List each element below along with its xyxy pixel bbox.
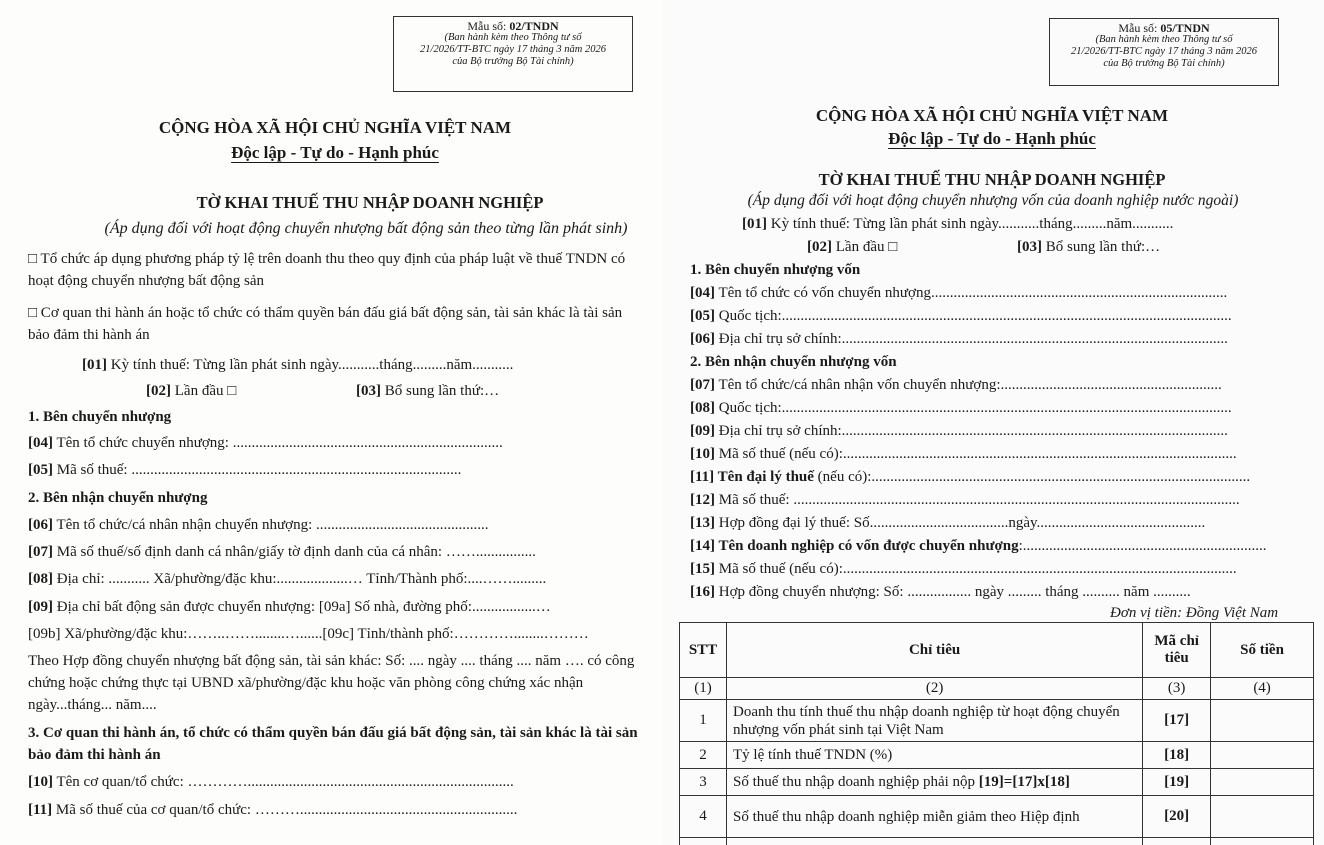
section-1-transferor: 1. Bên chuyển nhượng	[28, 409, 172, 425]
form-note-line-1: (Ban hành kèm theo Thông tư số	[444, 32, 582, 43]
table-row	[680, 796, 1314, 838]
row-amount-cell[interactable]	[1211, 742, 1314, 769]
table-index-row	[680, 678, 1314, 700]
form-05-tndn-page	[662, 0, 1324, 845]
column-header-amount: Số tiền	[1211, 623, 1314, 678]
field-16-transfer-contract: [16] Hợp đồng chuyển nhượng: Số: ................. ngày ......... tháng .......... năm ..........	[690, 584, 1191, 600]
row-item: Số thuế thu nhập doanh nghiệp miễn giảm theo Hiệp định	[726, 796, 1142, 838]
field-07-transferee-name: [07] Tên tổ chức/cá nhân nhận vốn chuyển nhượng:...........................................................	[690, 377, 1222, 393]
field-13-agent-contract: [13] Hợp đồng đại lý thuế: Số.....................................ngày.............................................	[690, 515, 1206, 531]
row-item: Số thuế thu nhập doanh nghiệp phải nộp [19]=[17]x[18]	[726, 769, 1142, 796]
field-04-transferor-name: [04] Tên tổ chức chuyển nhượng: ........................................................................	[28, 435, 503, 451]
column-header-code: Mã chỉ tiêu	[1143, 623, 1211, 678]
field-08-nationality: [08] Quốc tịch:........................................................................................................................	[690, 400, 1232, 416]
row-code: [19]	[1143, 769, 1211, 796]
row-amount-cell[interactable]	[1211, 700, 1314, 742]
field-12-agent-tax-code: [12] Mã số thuế: .......................................................................................................................	[690, 492, 1240, 508]
field-11-tax-agent: [11] Tên đại lý thuế (nếu có):.....................................................................................................	[690, 469, 1251, 485]
table-row-partial	[680, 838, 1314, 845]
row-stt: 1	[680, 700, 727, 742]
national-motto: Độc lập - Tự do - Hạnh phúc	[231, 143, 439, 162]
form-note-line-1: (Ban hành kèm theo Thông tư số	[1095, 34, 1233, 45]
field-01-tax-period: [01] Kỳ tính thuế: Từng lần phát sinh ngày...........tháng.........năm...........	[742, 216, 1174, 232]
field-02-first-time[interactable]: [02] Lần đầu □	[807, 239, 898, 255]
field-03-supplement: [03] Bổ sung lần thứ:…	[356, 383, 500, 399]
section-2-transferee: 2. Bên nhận chuyển nhượng	[28, 490, 208, 506]
form-note-line-2: 21/2026/TT-BTC ngày 17 tháng 3 năm 2026	[420, 44, 606, 55]
field-02-first-time[interactable]: [02] Lần đầu □	[146, 383, 237, 399]
field-01-tax-period: [01] Kỳ tính thuế: Từng lần phát sinh ngày...........tháng.........năm...........	[82, 357, 514, 373]
field-09-property-address: [09] Địa chỉ bất động sản được chuyển nhượng: [09a] Số nhà, đường phố:.................…	[28, 599, 551, 615]
row-stt: 2	[680, 742, 727, 769]
form-subtitle: (Áp dụng đối với hoạt động chuyển nhượng vốn của doanh nghiệp nước ngoài)	[747, 192, 1239, 209]
field-08-address: [08] Địa chỉ: ........... Xã/phường/đặc khu:...................… Tỉnh/Thành phố:....…….........	[28, 571, 547, 587]
table-row	[680, 769, 1314, 796]
field-05-nationality: [05] Quốc tịch:........................................................................................................................	[690, 308, 1232, 324]
option-enforcement-checkbox[interactable]: □ Cơ quan thi hành án hoặc tổ chức có thẩm quyền bán đấu giá bất động sản, tài sản khác là tài sản bảo đảm thi hành án	[28, 305, 623, 343]
contract-paragraph: Theo Hợp đồng chuyển nhượng bất động sản, tài sản khác: Số: .... ngày .... tháng .... năm …. có công chứng hoặc chứng thực tại UBND xã/phường/đặc khu hoặc văn phòng công chứng xác nhận ngày...tháng... năm....	[28, 653, 635, 713]
column-header-stt: STT	[680, 623, 727, 678]
index-cell: (1)	[680, 678, 727, 700]
field-10-agency-name: [10] Tên cơ quan/tổ chức: ………….......................................................................	[28, 774, 514, 790]
column-header-item: Chỉ tiêu	[726, 623, 1142, 678]
row-item: Tỷ lệ tính thuế TNDN (%)	[726, 742, 1142, 769]
national-title: CỘNG HÒA XÃ HỘI CHỦ NGHĨA VIỆT NAM	[815, 106, 1169, 125]
field-07-transferee-id: [07] Mã số thuế/số định danh cá nhân/giấy tờ định danh của cá nhân: ……................	[28, 544, 536, 560]
field-09b-09c-location: [09b] Xã/phường/đặc khu:……..……........…......[09c] Tỉnh/thành phố:…………........………	[28, 626, 589, 642]
option-organization-checkbox[interactable]: □ Tổ chức áp dụng phương pháp tỷ lệ trên doanh thu theo quy định của pháp luật về thuế TNDN có hoạt động chuyển nhượng bất động sản	[28, 251, 626, 289]
field-04-org-name: [04] Tên tổ chức có vốn chuyển nhượng...............................................................................	[690, 285, 1228, 301]
currency-unit-note: Đơn vị tiền: Đồng Việt Nam	[1110, 605, 1279, 621]
form-number-box	[1049, 18, 1279, 86]
row-stt: 3	[680, 769, 727, 796]
table-row	[680, 700, 1314, 742]
field-06-transferee-name: [06] Tên tổ chức/cá nhân nhận chuyển nhượng: ..............................................	[28, 517, 489, 533]
form-number-box	[393, 16, 633, 92]
row-code: [18]	[1143, 742, 1211, 769]
field-06-head-office: [06] Địa chỉ trụ sở chính:.......................................................................................................	[690, 331, 1228, 347]
index-cell: (4)	[1211, 678, 1314, 700]
field-15-enterprise-tax-code: [15] Mã số thuế (nếu có):.........................................................................................................	[690, 561, 1237, 577]
row-amount-cell[interactable]	[1211, 796, 1314, 838]
form-number: 05/TNDN	[1160, 21, 1210, 35]
form-title: TỜ KHAI THUẾ THU NHẬP DOANH NGHIỆP	[196, 193, 544, 212]
form-title: TỜ KHAI THUẾ THU NHẬP DOANH NGHIỆP	[818, 170, 1166, 189]
form-note-line-3: của Bộ trưởng Bộ Tài chính)	[1103, 58, 1225, 69]
form-note-line-3: của Bộ trưởng Bộ Tài chính)	[452, 56, 574, 67]
field-05-tax-code: [05] Mã số thuế: ........................................................................................	[28, 462, 462, 478]
section-1-capital-transferor: 1. Bên chuyển nhượng vốn	[690, 262, 861, 278]
form-note-line-2: 21/2026/TT-BTC ngày 17 tháng 3 năm 2026	[1071, 46, 1257, 57]
form-subtitle: (Áp dụng đối với hoạt động chuyển nhượng bất động sản theo từng lần phát sinh)	[104, 220, 628, 237]
field-14-target-enterprise: [14] Tên doanh nghiệp có vốn được chuyển nhượng:.................................................................	[690, 538, 1267, 554]
row-amount-cell[interactable]	[1211, 769, 1314, 796]
row-code: [20]	[1143, 796, 1211, 838]
tax-calculation-table	[679, 622, 1314, 845]
national-title: CỘNG HÒA XÃ HỘI CHỦ NGHĨA VIỆT NAM	[158, 118, 512, 137]
field-10-tax-code: [10] Mã số thuế (nếu có):.........................................................................................................	[690, 446, 1237, 462]
field-09-head-office: [09] Địa chỉ trụ sở chính:.......................................................................................................	[690, 423, 1228, 439]
index-cell: (3)	[1143, 678, 1211, 700]
row-code: [17]	[1143, 700, 1211, 742]
form-number-prefix: Mẫu số:	[467, 19, 510, 33]
row-item: Doanh thu tính thuế thu nhập doanh nghiệp từ hoạt động chuyển nhượng vốn phát sinh tại Việt Nam	[726, 700, 1142, 742]
form-number-prefix: Mẫu số:	[1118, 21, 1161, 35]
section-2-capital-transferee: 2. Bên nhận chuyển nhượng vốn	[690, 354, 897, 370]
table-header-row	[680, 623, 1314, 678]
index-cell: (2)	[726, 678, 1142, 700]
form-number: 02/TNDN	[509, 19, 559, 33]
national-motto: Độc lập - Tự do - Hạnh phúc	[888, 129, 1096, 148]
field-03-supplement: [03] Bổ sung lần thứ:…	[1017, 239, 1161, 255]
field-11-agency-tax-code: [11] Mã số thuế của cơ quan/tổ chức: ………..........................................................	[28, 802, 518, 818]
row-stt: 4	[680, 796, 727, 838]
section-3-enforcement-agency: 3. Cơ quan thi hành án, tổ chức có thẩm quyền bán đấu giá bất động sản, tài sản khác là tài sản bảo đảm thi hành án	[28, 725, 638, 763]
table-row	[680, 742, 1314, 769]
